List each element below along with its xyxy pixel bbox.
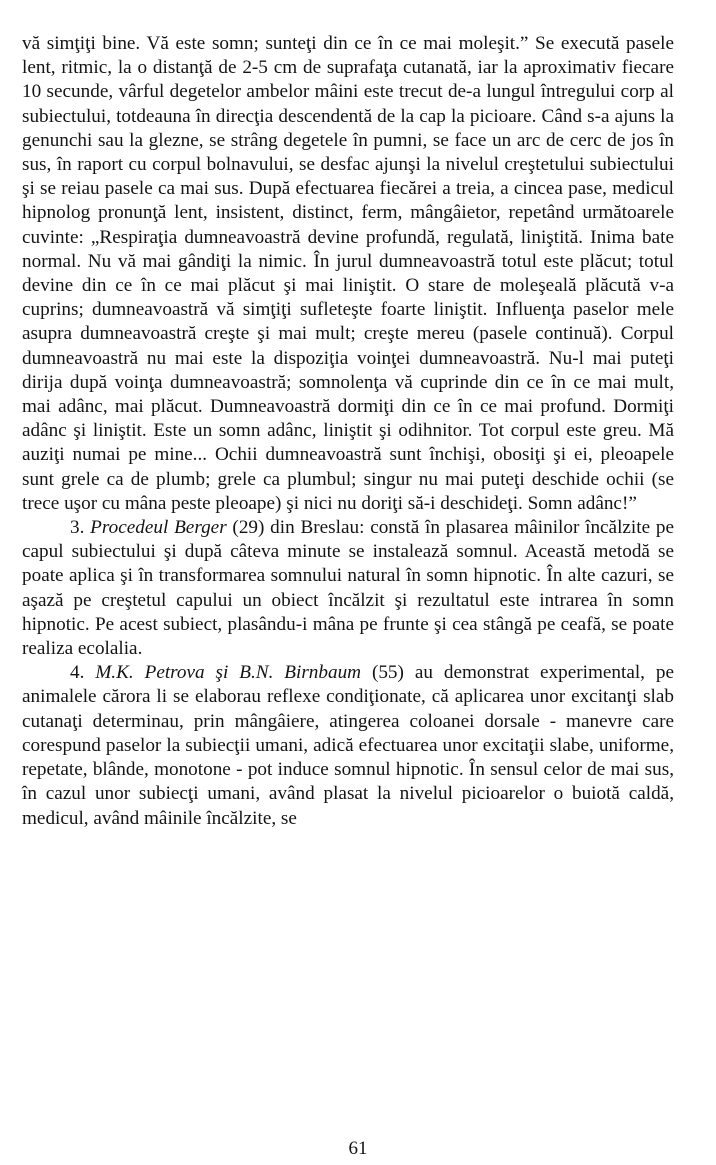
item-text: (29) din Breslau: constă în plasarea mâinilor încălzite pe capul subiectului şi după câteva minute se instalează somnul. Această metodă se poate aplica şi în transformarea somnului natural în somn hipnotic. În alte cazuri, se aşază pe creştetul capului un obiect încălzit şi rezultatul este intrarea în somn hipnotic. Pe acest subiect, plasându-i mâna pe frunte şi cea stângă pe ceafă, se poate realiza ecolalia. (22, 517, 674, 660)
body-text (22, 32, 674, 831)
paragraph-item-3 (22, 516, 674, 661)
page-number: 61 (348, 1138, 368, 1159)
item-number: 4. (70, 662, 85, 684)
item-number: 3. (70, 517, 85, 539)
item-text: (55) au demonstrat experimental, pe animalele cărora li se elaborau reflexe condiţionate, că aplicarea unor excitanţi slab cutanaţi determinau, prin mângâiere, atingerea coloanei dorsale - manevre care corespund paselor la subiecţii umani, adică efectuarea unor excitaţii slabe, uniforme, repetate, blânde, monotone - pot induce somnul hipnotic. În sensul celor de mai sus, în cazul unor subiecţi umani, având plasat la nivelul picioarelor o buiotă caldă, medicul, având mâinile încălzite, se (22, 662, 674, 829)
item-title: M.K. Petrova şi B.N. Birnbaum (95, 662, 362, 684)
item-title: Procedeul Berger (90, 517, 227, 539)
paragraph-item-4 (22, 661, 674, 830)
paragraph-continued: vă simţiţi bine. Vă este somn; sunteţi din ce în ce mai moleşit.” Se execută pasele lent, ritmic, la o distanţă de 2-5 cm de suprafaţa cutanată, iar la aproximativ fiecare 10 secunde, vârful degetelor ambelor mâini este trecut de-a lungul întregului corp al subiectului, totdeauna în direcţia descendentă de la cap la picioare. Când s-a ajuns la genunchi sau la glezne, se strâng degetele în pumni, se face un arc de cerc de jos în sus, în raport cu corpul bolnavului, se desfac ajunşi la nivelul creştetului subiectului şi se reiau pasele ca mai sus. După efectuarea fiecărei a treia, a cincea pase, medicul hipnolog pronunţă lent, insistent, distinct, ferm, mângâietor, repetând următoarele cuvinte: „Respiraţia dumneavoastră devine profundă, regulată, liniştită. Inima bate normal. Nu vă mai gândiţi la nimic. În jurul dumneavoastră totul este plăcut; totul devine din ce în ce mai plăcut şi mai liniştit. O stare de moleşeală plăcută v-a cuprins; dumneavoastră vă simţiţi sufleteşte foarte liniştit. Influenţa paselor mele asupra dumneavoastră creşte şi mai mult; creşte mereu (pasele continuă). Corpul dumneavoastră nu mai este la dispoziţia voinţei dumneavoastră. Nu-l mai puteţi dirija după voinţa dumneavoastră; somnolenţa vă cuprinde din ce în ce mai mult, mai adânc, mai plăcut. Dumneavoastră dormiţi din ce în ce mai profund. Dormiţi adânc şi liniştit. Este un somn adânc, liniştit şi odihnitor. Tot corpul este greu. Mă auziţi numai pe mine... Ochii dumneavoastră sunt închişi, obosiţi şi ei, pleoapele sunt grele ca de plumb; grele ca plumbul; singur nu mai puteţi deschide ochii (se trece uşor cu mâna peste pleoape) şi nici nu doriţi să-i deschideţi. Somn adânc!” (22, 33, 674, 514)
